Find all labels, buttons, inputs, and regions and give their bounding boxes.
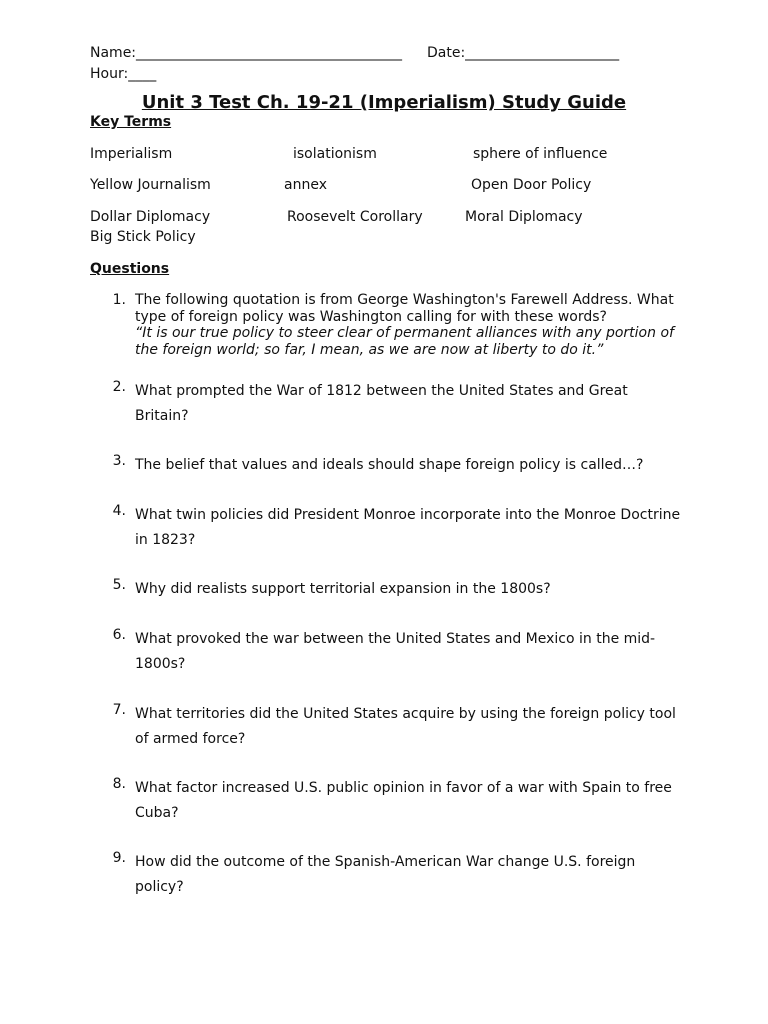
question-number: 8. [112,776,126,792]
key-term: Yellow Journalism [90,177,211,193]
question-text: The following quotation is from George Washington's Farewell Address. What type of foreign policy was Washington calling for with these words? [135,292,674,325]
question-text: Why did realists support territorial expansion in the 1800s? [135,581,551,597]
question-number: 1. [112,292,126,308]
key-term: Imperialism [90,146,173,162]
question-text: What prompted the War of 1812 between the United States and Great Britain? [135,383,628,424]
key-terms-heading: Key Terms [90,114,172,130]
question-number: 7. [112,702,126,718]
question-number: 6. [112,627,126,643]
date-field-line: Date:______________________ [427,45,620,61]
question-text: How did the outcome of the Spanish-American War change U.S. foreign policy? [135,854,636,895]
page-title: Unit 3 Test Ch. 19-21 (Imperialism) Study Guide [141,92,627,113]
key-term: Big Stick Policy [90,229,196,245]
question-number: 9. [112,850,126,866]
key-term: isolationism [293,146,377,162]
questions-heading: Questions [90,261,170,277]
question-number: 4. [112,503,126,519]
question-number: 5. [112,577,126,593]
key-term: Dollar Diplomacy [90,209,211,225]
question-text: What twin policies did President Monroe incorporate into the Monroe Doctrine in 1823? [135,507,681,548]
name-field-line: Name:______________________________________ [90,45,403,61]
hour-field-line: Hour:____ [90,66,157,82]
question-text: What provoked the war between the United States and Mexico in the mid-1800s? [135,631,656,672]
key-term: annex [284,177,327,193]
key-term: Moral Diplomacy [465,209,583,225]
washington-quote: “It is our true policy to steer clear of permanent alliances with any portion of the foreign world; so far, I mean, as we are now at liberty to do it.” [135,325,674,358]
question-number: 2. [112,379,126,395]
question-text: What factor increased U.S. public opinion in favor of a war with Spain to free Cuba? [135,780,672,821]
key-term: sphere of influence [473,146,608,162]
question-text: The belief that values and ideals should shape foreign policy is called…? [135,457,644,473]
key-term: Roosevelt Corollary [287,209,423,225]
question-item [135,292,695,358]
question-number: 3. [112,453,126,469]
key-term: Open Door Policy [471,177,592,193]
question-text: What territories did the United States acquire by using the foreign policy tool of armed force? [135,706,676,747]
